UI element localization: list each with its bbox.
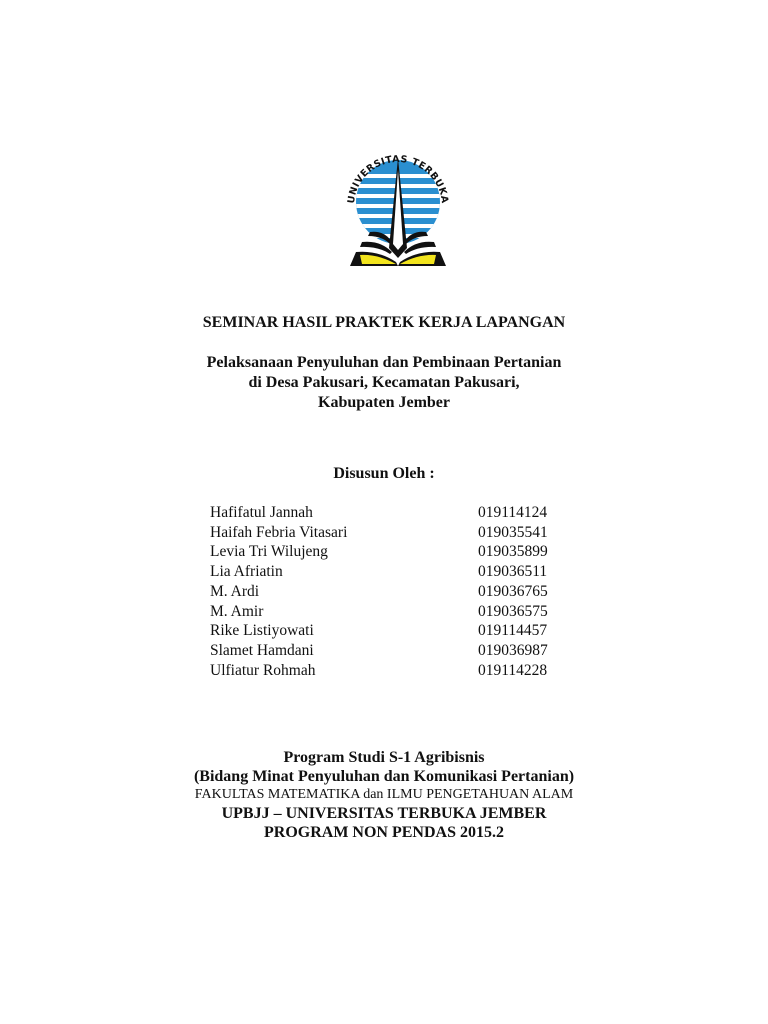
author-id: 019036511 [478, 563, 548, 581]
author-name: Slamet Hamdani [210, 641, 314, 659]
author-row [210, 504, 610, 524]
author-id: 019036765 [478, 582, 548, 600]
author-id: 019035541 [478, 523, 548, 541]
author-name: Lia Afriatin [210, 563, 283, 581]
author-row [210, 543, 610, 563]
author-id: 019035899 [478, 543, 548, 561]
author-name: Hafifatul Jannah [210, 504, 313, 521]
program-non-pendas: PROGRAM NON PENDAS 2015.2 [264, 824, 504, 841]
authors-label: Disusun Oleh : [333, 465, 435, 482]
subtitle-line-2: di Desa Pakusari, Kecamatan Pakusari, [248, 374, 520, 391]
author-name: M. Ardi [210, 582, 260, 600]
author-name: Ulfiatur Rohmah [210, 661, 316, 679]
author-row [210, 524, 610, 544]
author-id: 019114228 [478, 661, 548, 679]
author-name: Haifah Febria Vitasari [210, 523, 348, 541]
author-row [210, 603, 610, 623]
author-row [210, 662, 610, 682]
fakultas: FAKULTAS MATEMATIKA dan ILMU PENGETAHUAN ALAM [194, 787, 574, 802]
author-row [210, 583, 610, 603]
author-row [210, 563, 610, 583]
document-title: SEMINAR HASIL PRAKTEK KERJA LAPANGAN [202, 314, 566, 331]
author-id: 019114124 [478, 504, 548, 521]
author-id: 019114457 [478, 622, 548, 640]
subtitle-line-1: Pelaksanaan Penyuluhan dan Pembinaan Pertanian [206, 354, 562, 371]
svg-text:UNIVERSITAS TERBUKA: UNIVERSITAS TERBUKA [345, 153, 451, 205]
author-name: Rike Listiyowati [210, 622, 314, 640]
author-name: M. Amir [210, 602, 264, 620]
author-row [210, 642, 610, 662]
author-id: 019036987 [478, 641, 548, 659]
bidang-minat: (Bidang Minat Penyuluhan dan Komunikasi Pertanian) [193, 768, 575, 785]
author-name: Levia Tri Wilujeng [210, 543, 328, 561]
upbjj: UPBJJ – UNIVERSITAS TERBUKA JEMBER [221, 805, 547, 822]
author-row [210, 622, 610, 642]
author-id: 019036575 [478, 602, 548, 620]
program-studi: Program Studi S-1 Agribisnis [283, 749, 485, 766]
universitas-terbuka-logo [340, 148, 456, 274]
subtitle-line-3: Kabupaten Jember [318, 394, 450, 411]
